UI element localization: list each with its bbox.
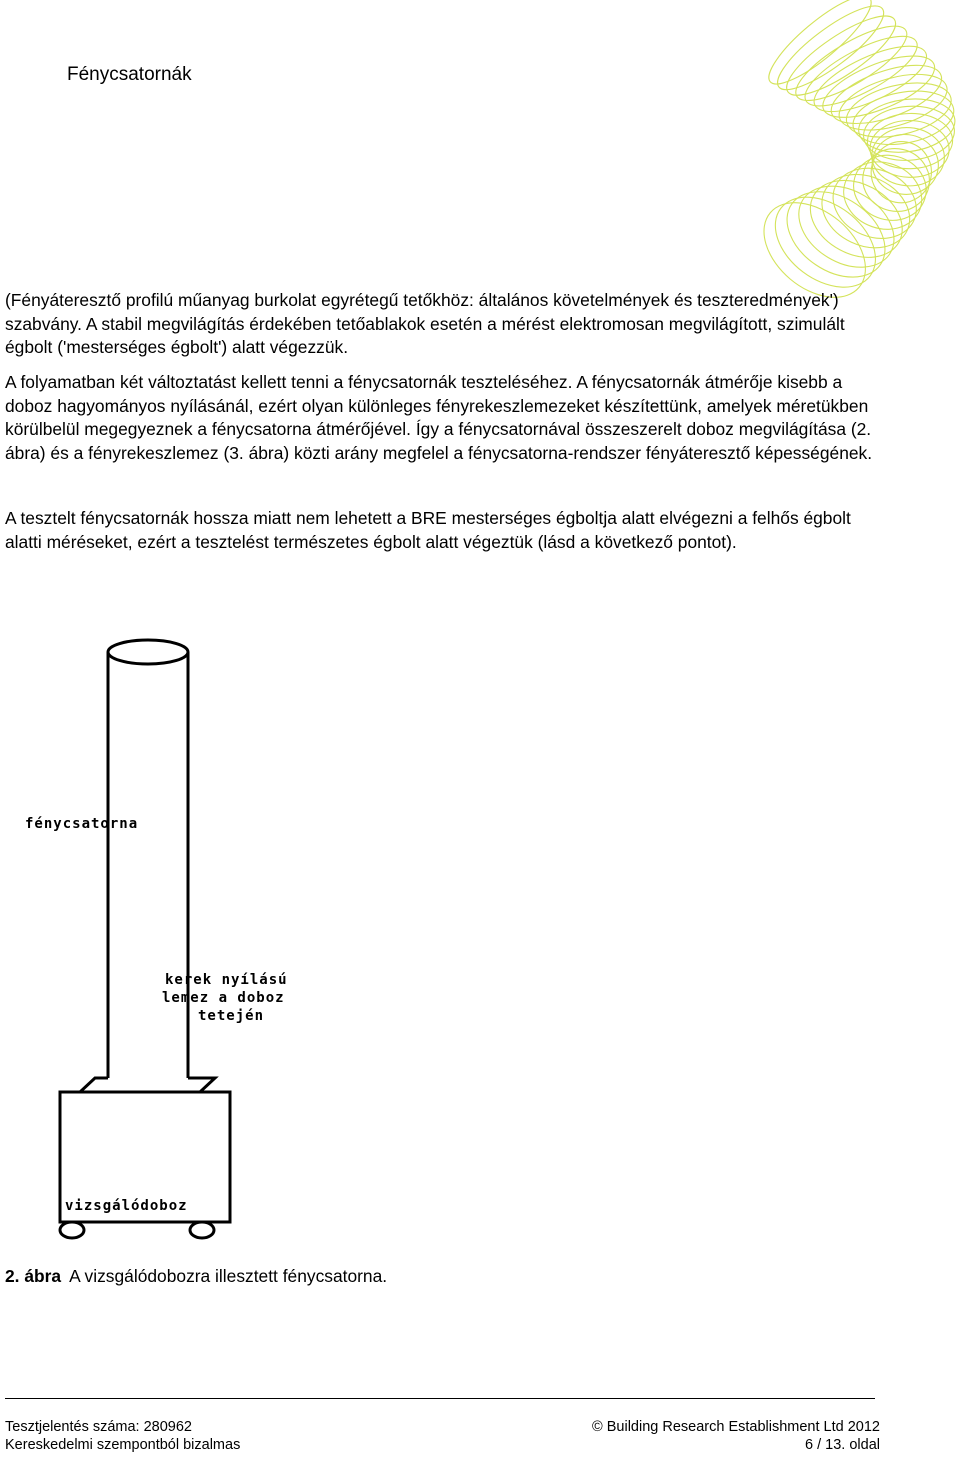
paragraph-changes: A folyamatban két változtatást kellett tenni a fénycsatornák teszteléséhez. A fénycsatornák átmérője kisebb a doboz hagyományos nyílásánál, ezért olyan különleges fényrekeszlemezeket készítettünk, amelyek méretükben körülbelül megegyeznek a fénycsatorna átmérőjével. Így a fénycsatornával összeszerelt doboz megvilágítása (2. ábra) és a fényrekeszlemez (3. ábra) közti arány megfelel a fénycsatorna-rendszer fényáteresztő képességének. bbox=[5, 372, 873, 463]
swirl-ring bbox=[806, 33, 935, 124]
wheel-right bbox=[190, 1222, 214, 1238]
label-plate-line-2: lemez a doboz bbox=[162, 990, 285, 1006]
figure-caption bbox=[5, 1266, 387, 1287]
figure-lightpipe-on-test-box bbox=[25, 630, 330, 1260]
swirl-ring bbox=[758, 179, 892, 306]
wheel-left bbox=[60, 1222, 84, 1238]
caption-text: A vizsgálódobozra illesztett fénycsatorna. bbox=[69, 1266, 388, 1286]
footer-page-number: 6 / 13. oldal bbox=[805, 1437, 880, 1453]
tube-top-opening bbox=[108, 640, 188, 664]
paragraph-standard-intro: (Fényáteresztő profilú műanyag burkolat egyrétegű tetőkhöz: általános követelmények és teszteredmények') szabvány. A stabil megvilágítás érdekében tetőablakok esetén a mérést elektromosan megvilágított, szimulált égbolt ('mesterséges égbolt') alatt végezzük. bbox=[5, 290, 845, 357]
footer-copyright: © Building Research Establishment Ltd 2012 bbox=[592, 1419, 880, 1435]
label-plate-line-1: kerek nyílású bbox=[165, 972, 288, 988]
figure-drawing bbox=[25, 630, 330, 1260]
page-header-title: Fénycsatornák bbox=[67, 64, 192, 85]
label-plate-line-3: tetején bbox=[198, 1008, 265, 1024]
label-box: vizsgálódoboz bbox=[65, 1198, 188, 1214]
swirl-ring bbox=[771, 174, 901, 295]
footer-divider bbox=[5, 1398, 875, 1399]
footer-report-number: Tesztjelentés száma: 280962 bbox=[5, 1419, 192, 1435]
caption-number: 2. ábra bbox=[5, 1266, 62, 1286]
paragraph-natural-sky: A tesztelt fénycsatornák hossza miatt nem lehetett a BRE mesterséges égboltja alatt elvégezni a felhős égbolt alatti méréseket, ezért a tesztelést természetes égbolt alatt végeztük (lásd a következő pontot). bbox=[5, 508, 851, 552]
round-opening-plate bbox=[80, 1078, 215, 1092]
footer-confidential: Kereskedelmi szempontból bizalmas bbox=[5, 1437, 241, 1453]
swirl-ring bbox=[784, 170, 909, 284]
label-tube: fénycsatorna bbox=[25, 816, 139, 832]
decorative-swirl-graphic bbox=[700, 0, 960, 300]
